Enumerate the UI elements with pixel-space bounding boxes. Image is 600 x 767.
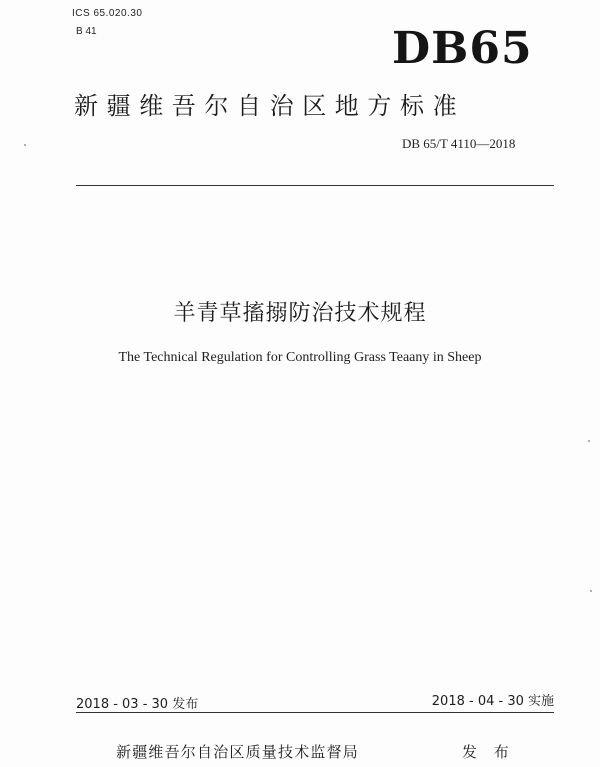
document-title-chinese: 羊青草搐搦防治技术规程 bbox=[173, 301, 427, 326]
scan-speck bbox=[590, 590, 592, 592]
scan-speck bbox=[588, 440, 590, 442]
ics-code: ICS 65.020.30 bbox=[72, 8, 143, 19]
publish-date: 2018 - 03 - 30 发布 bbox=[76, 697, 199, 712]
header-divider bbox=[76, 185, 554, 186]
standard-number: DB 65/T 4110—2018 bbox=[402, 136, 516, 151]
footer-divider bbox=[76, 712, 554, 713]
implement-date: 2018 - 04 - 30 实施 bbox=[431, 694, 554, 709]
issuer-title: 新疆维吾尔自治区地方标准 bbox=[74, 92, 466, 120]
document-title-english: The Technical Regulation for Controlling Grass Teaany in Sheep bbox=[118, 350, 482, 365]
standard-mark: DB65 bbox=[392, 23, 533, 74]
issue-word: 发 布 bbox=[462, 743, 515, 761]
scan-speck bbox=[24, 144, 26, 146]
ccs-code: B 41 bbox=[76, 26, 97, 37]
issuing-authority: 新疆维吾尔自治区质量技术监督局 bbox=[116, 743, 360, 761]
